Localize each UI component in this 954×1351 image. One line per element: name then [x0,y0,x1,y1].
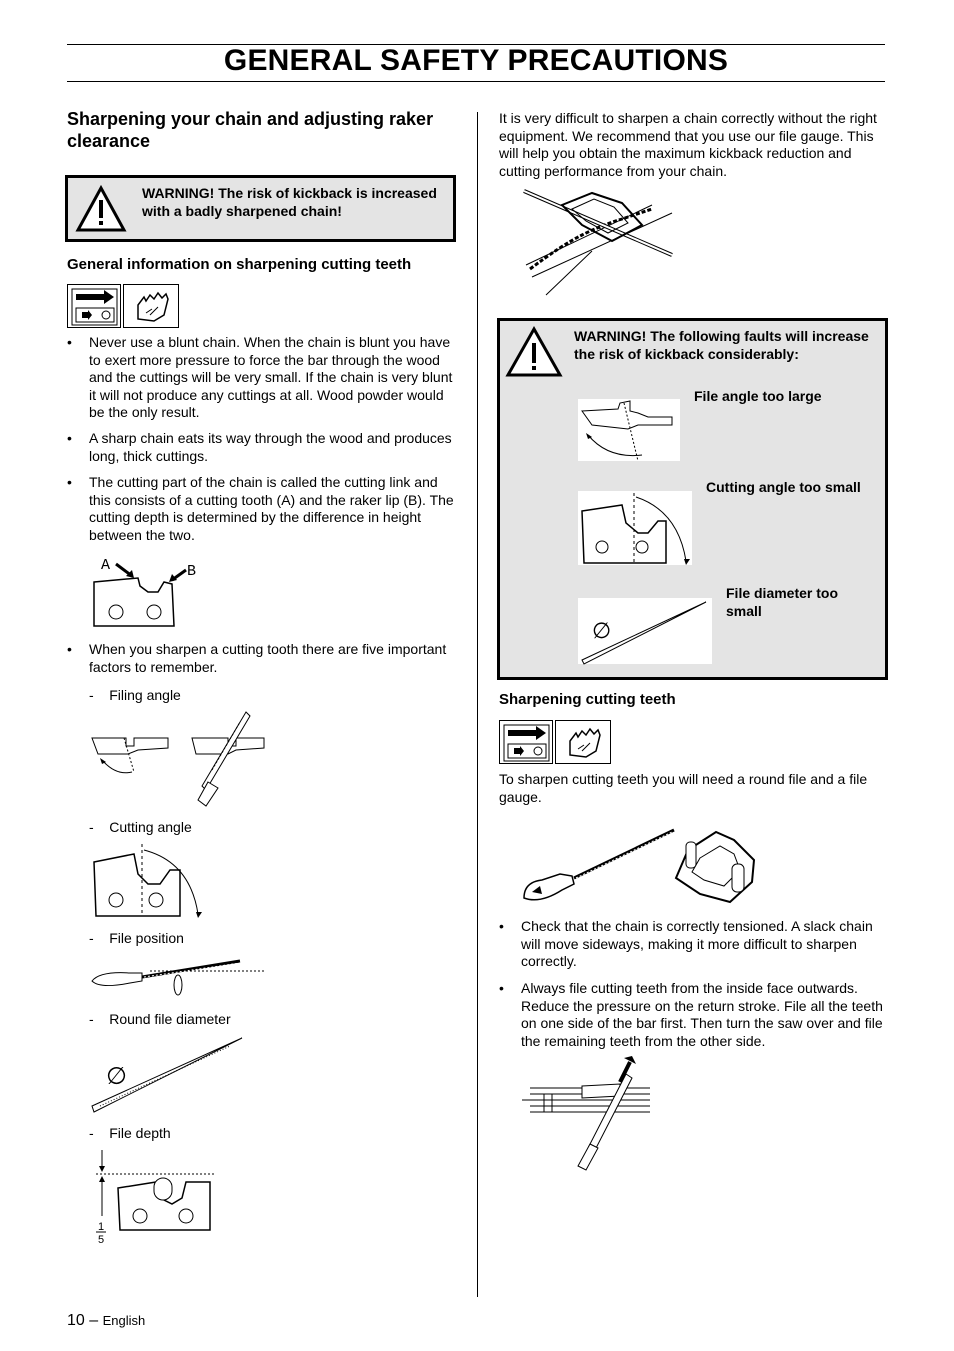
label-b: B [187,563,197,580]
fault-label: File angle too large [694,388,822,404]
cutting-angle-diagram [90,840,220,920]
label-a: A [101,557,111,574]
subsection-title-sharpening: Sharpening cutting teeth [499,691,676,708]
manual-arrow-icon [499,720,553,764]
warning-triangle-icon [506,327,562,377]
footer-dash: – [89,1312,99,1329]
factor-item: - Cutting angle [89,819,192,835]
sharpen-intro-paragraph: To sharpen cutting teeth you will need a round file and a file gauge. [499,771,868,805]
factor-item: - Round file diameter [89,1011,231,1027]
glove-icon [123,284,179,328]
fault-label: File diameter too small [726,585,839,619]
depth-fraction-numerator: 1 [98,1221,105,1233]
manual-arrow-icon [67,284,121,328]
file-gauge-on-chain-diagram [522,185,682,300]
header-bottom-rule [67,81,885,82]
factor-item: - Filing angle [89,687,181,703]
warning-text-faults: WARNING! The following faults will increase the risk of kickback considerably: [574,328,869,362]
round-file-diameter-diagram [90,1034,250,1114]
file-position-diagram [90,955,270,995]
subsection-title-general: General information on sharpening cutting teeth [67,256,412,273]
intro-paragraph: It is very difficult to sharpen a chain correctly without the right equipment. We recommend that you use our file gauge. This will help you obtain the maximum kickback reduction and cutting performance from your chain. [499,110,877,179]
round-file-and-gauge-diagram [520,828,770,908]
cutting-link-diagram [88,552,208,632]
depth-fraction-denominator: 5 [98,1234,105,1246]
diameter-symbol: ∅ [106,1062,127,1090]
factor-item: - File depth [89,1125,171,1141]
page-number: 10 [67,1312,85,1329]
warning-box-kickback [65,175,456,242]
filing-angle-diagram [88,710,278,810]
warning-box-faults [497,318,888,680]
column-divider [477,112,478,1297]
file-depth-diagram [90,1148,220,1248]
file-angle-too-large-diagram [578,399,680,461]
warning-triangle-icon [76,186,126,232]
page-title: GENERAL SAFETY PRECAUTIONS [223,44,729,77]
section-title: Sharpening your chain and adjusting raker clearance [67,109,434,151]
diameter-symbol: ∅ [592,619,612,644]
file-diameter-too-small-diagram [578,598,712,664]
footer-language: English [102,1313,146,1328]
fault-label: Cutting angle too small [706,479,861,495]
filing-direction-diagram [520,1056,660,1176]
glove-icon [555,720,611,764]
warning-text-kickback: WARNING! The risk of kickback is increased with a badly sharpened chain! [142,185,437,219]
factor-item: - File position [89,930,184,946]
cutting-angle-too-small-diagram [578,491,692,565]
page-footer [67,1312,145,1330]
